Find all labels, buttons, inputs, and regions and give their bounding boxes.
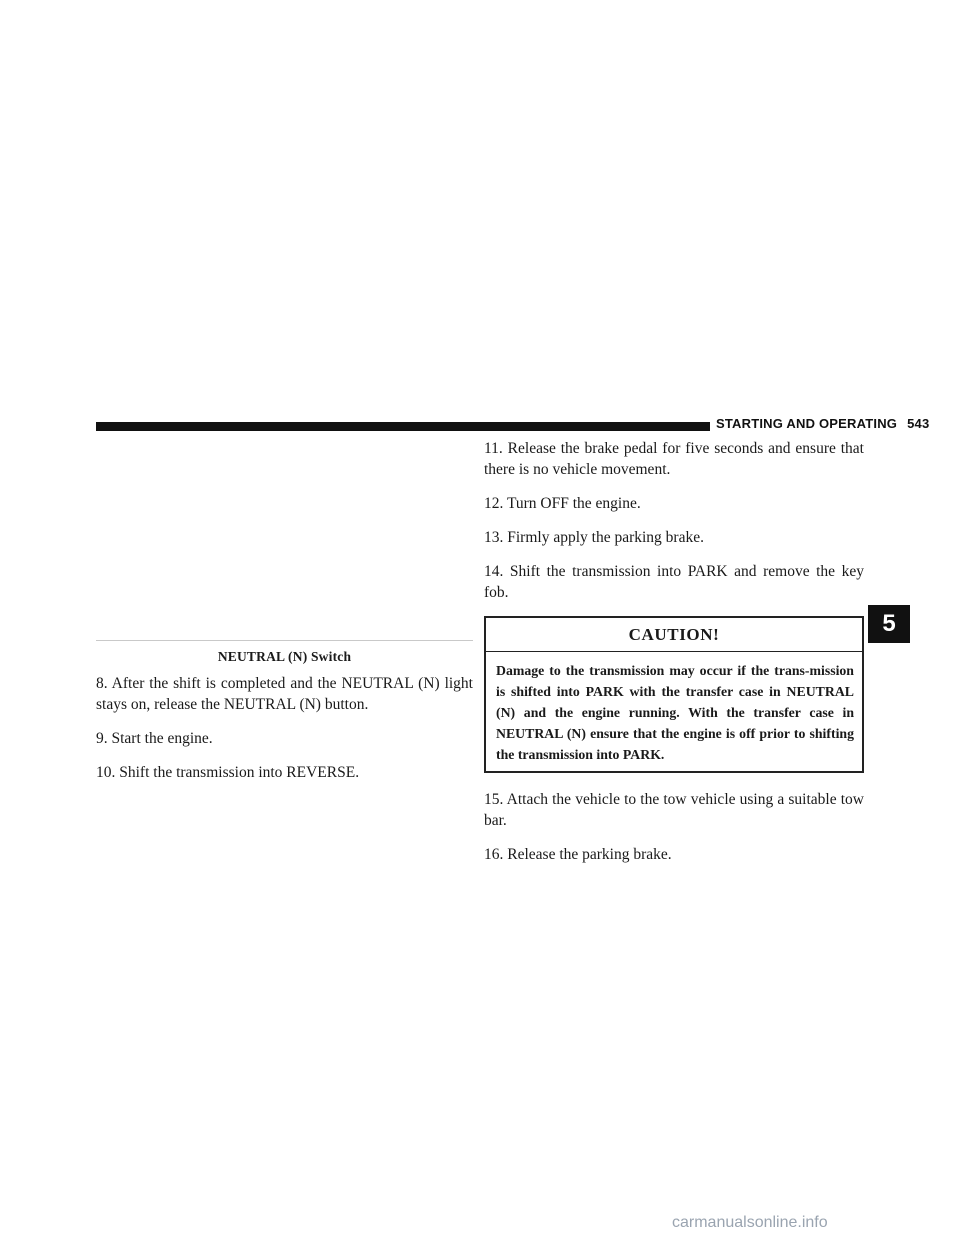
step-11: 11. Release the brake pedal for five seconds and ensure that there is no vehicle movement. [484,440,864,478]
right-column [484,438,864,878]
figure-divider [96,640,473,641]
page-number: 543 [907,416,930,431]
step-8: 8. After the shift is completed and the NEUTRAL (N) light stays on, release the NEUTRAL (N) button. [96,675,473,713]
chapter-tab: 5 [868,605,910,643]
step-15: 15. Attach the vehicle to the tow vehicle using a suitable tow bar. [484,791,864,829]
step-10: 10. Shift the transmission into REVERSE. [96,764,360,781]
step-14: 14. Shift the transmission into PARK and remove the key fob. [484,563,864,601]
step-13: 13. Firmly apply the parking brake. [484,529,704,546]
step-9: 9. Start the engine. [96,730,213,747]
figure-caption: NEUTRAL (N) Switch [217,649,352,664]
caution-title: CAUTION! [486,618,862,652]
header-rule [96,422,710,431]
section-title: STARTING AND OPERATING [716,416,898,431]
caution-box [484,616,864,773]
caution-text: Damage to the transmission may occur if the trans-mission is shifted into PARK with the transfer case in NEUTRAL (N) and the engine running. With the transfer case in NEUTRAL (N) ensure that the engine is off prior to shifting the transmission into PARK. [496,663,854,762]
watermark: carmanualsonline.info [672,1214,828,1231]
running-header [716,416,930,431]
step-12: 12. Turn OFF the engine. [484,495,641,512]
left-column [96,640,473,796]
step-16: 16. Release the parking brake. [484,846,672,863]
